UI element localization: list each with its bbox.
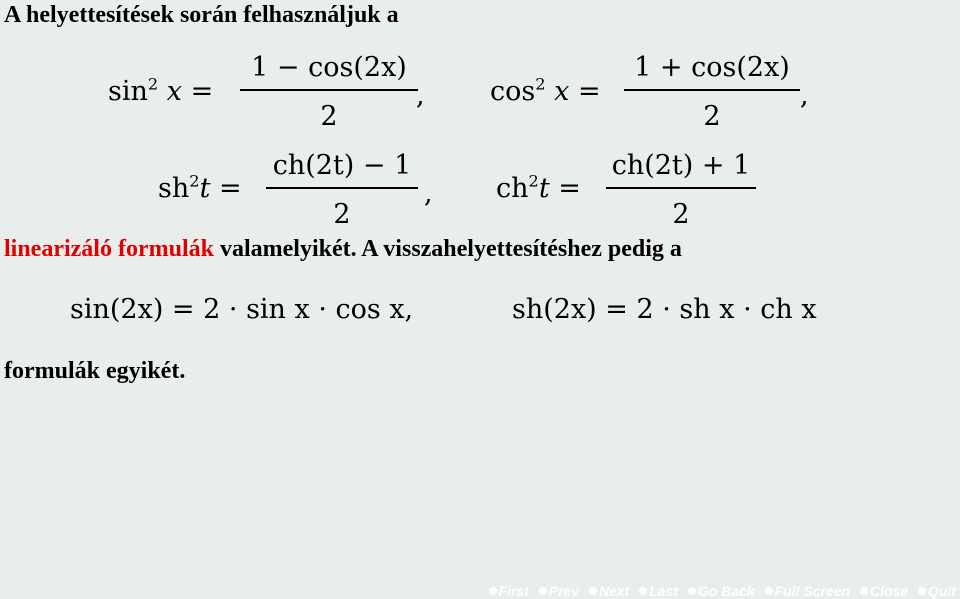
closing-text: formulák egyikét.: [4, 358, 186, 384]
bullet-icon: [688, 587, 696, 595]
bullet-icon: [489, 587, 497, 595]
bullet-icon: [765, 587, 773, 595]
bullet-icon: [860, 587, 868, 595]
heading: A helyettesítések során felhasználjuk a: [4, 2, 399, 28]
nav-close[interactable]: Close: [860, 583, 908, 599]
ch-squared-lhs: $ch^2t$ =: [496, 171, 581, 204]
comma: ,: [416, 80, 425, 111]
nav-go-back[interactable]: Go Back: [688, 583, 755, 599]
sin-squared-fraction: 1 − cos(2x) 2: [240, 52, 418, 132]
highlight-text: linearizáló formulák: [4, 236, 214, 262]
nav-prev[interactable]: Prev: [539, 583, 579, 599]
nav-first[interactable]: First: [489, 583, 529, 599]
nav-next[interactable]: Next: [589, 583, 629, 599]
nav-quit[interactable]: Quit: [918, 583, 956, 599]
navigation-bar: [483, 583, 957, 599]
bullet-icon: [589, 587, 597, 595]
sh-squared-lhs: $sh^2t$ =: [158, 171, 242, 204]
nav-last[interactable]: Last: [639, 583, 678, 599]
paragraph-2-text: valamelyikét. A visszahelyettesítéshez pedig a: [213, 236, 682, 262]
comma: ,: [800, 80, 809, 111]
paragraph-2: [4, 236, 682, 263]
sh-squared-fraction: ch(2t) − 1 2: [266, 150, 418, 230]
bullet-icon: [639, 587, 647, 595]
ch-squared-fraction: ch(2t) + 1 2: [606, 150, 756, 230]
bullet-icon: [918, 587, 926, 595]
cos-squared-lhs: $\cos^2 x$ =: [490, 74, 601, 107]
sin-double-angle-formula: sin(2x) = 2 · sin x · cos x,: [70, 294, 414, 325]
bullet-icon: [539, 587, 547, 595]
comma: ,: [424, 178, 433, 209]
sin-squared-lhs: $\sin^2 x$ =: [108, 74, 214, 107]
cos-squared-fraction: 1 + cos(2x) 2: [624, 52, 800, 132]
sh-double-angle-formula: sh(2x) = 2 · sh x · ch x: [512, 294, 817, 325]
nav-full-screen[interactable]: Full Screen: [765, 583, 850, 599]
